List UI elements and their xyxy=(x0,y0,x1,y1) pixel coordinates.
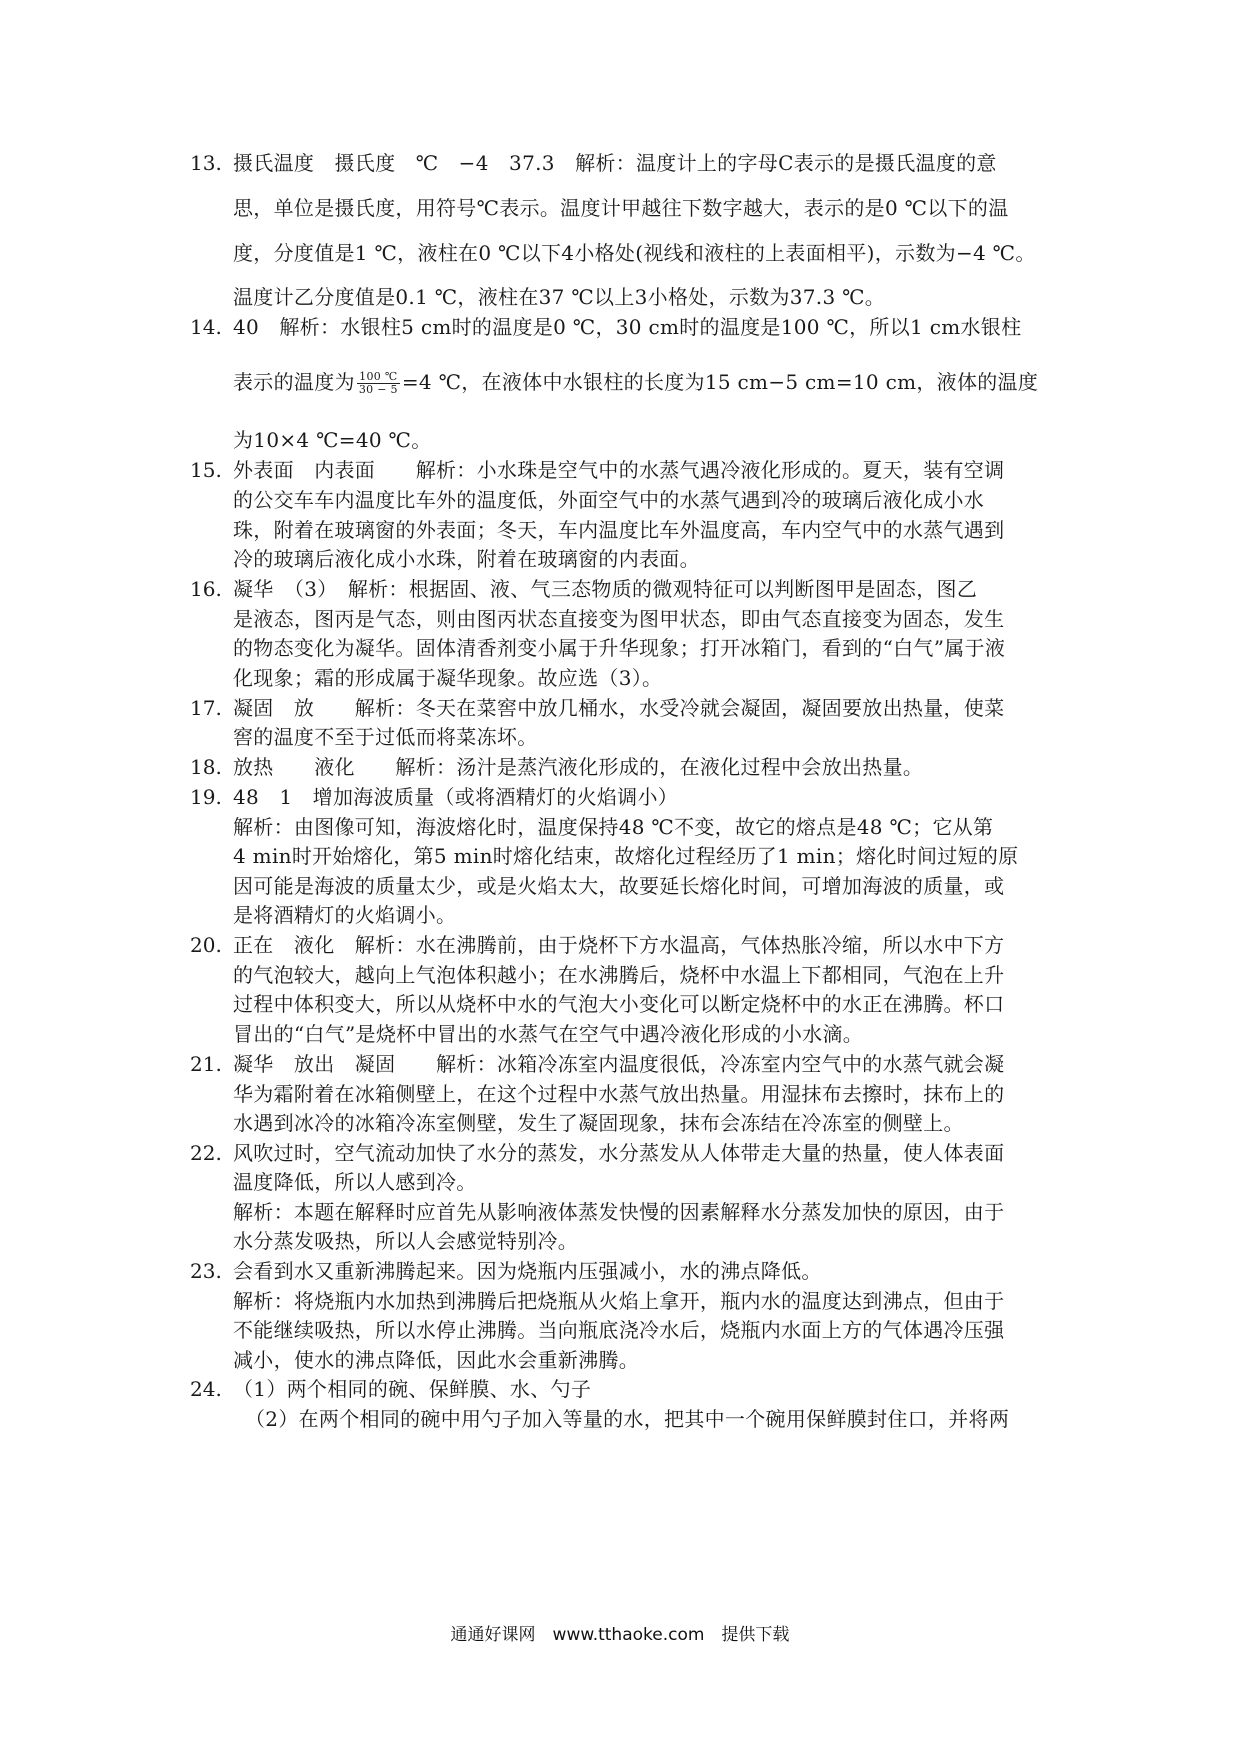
answer-line: 水分蒸发吸热，所以人会感觉特别冷。 xyxy=(233,1229,579,1253)
answer-line: 解析：由图像可知，海波熔化时，温度保持48 ℃不变，故它的熔点是48 ℃；它从第 xyxy=(233,815,994,839)
item-number: 20. xyxy=(190,933,222,957)
item-number: 23. xyxy=(190,1259,222,1283)
item-number: 15. xyxy=(190,458,222,482)
item-number: 24. xyxy=(190,1377,222,1401)
answer-line: 为10×4 ℃=40 ℃。 xyxy=(233,428,432,452)
answer-line: 凝华 放出 凝固 解析：冰箱冷冻室内温度很低，冷冻室内空气中的水蒸气就会凝 xyxy=(233,1052,1005,1076)
answer-line: 是将酒精灯的火焰调小。 xyxy=(233,903,457,927)
answer-line: 过程中体积变大，所以从烧杯中水的气泡大小变化可以断定烧杯中的水正在沸腾。杯口 xyxy=(233,992,1005,1016)
answer-line: 的公交车车内温度比车外的温度低，外面空气中的水蒸气遇到冷的玻璃后液化成小水 xyxy=(233,488,985,512)
answer-line: 解析：将烧瓶内水加热到沸腾后把烧瓶从火焰上拿开，瓶内水的温度达到沸点，但由于 xyxy=(233,1289,1005,1313)
answer-line: 度，分度值是1 ℃，液柱在0 ℃以下4小格处(视线和液柱的上表面相平)，示数为−4 ℃。 xyxy=(233,241,1036,265)
answer-line: 是液态，图丙是气态，则由图丙状态直接变为图甲状态，即由气态直接变为固态，发生 xyxy=(233,607,1005,631)
answer-line: 外表面 内表面 解析：小水珠是空气中的水蒸气遇冷液化形成的。夏天，装有空调 xyxy=(233,458,1005,482)
answer-line: 40 解析：水银柱5 cm时的温度是0 ℃，30 cm时的温度是100 ℃，所以1 cm水银柱 xyxy=(233,315,1022,339)
answer-line: 的气泡较大，越向上气泡体积越小；在水沸腾后，烧杯中水温上下都相同，气泡在上升 xyxy=(233,963,1005,987)
item-number: 14. xyxy=(190,315,222,339)
answer-line: （2）在两个相同的碗中用勺子加入等量的水，把其中一个碗用保鲜膜封住口，并将两 xyxy=(245,1407,1010,1431)
answer-line: 化现象；霜的形成属于凝华现象。故应选（3）。 xyxy=(233,666,663,690)
answer-line: 会看到水又重新沸腾起来。因为烧瓶内压强减小，水的沸点降低。 xyxy=(233,1259,822,1283)
item-number: 17. xyxy=(190,696,222,720)
fraction xyxy=(357,371,400,396)
item-number: 22. xyxy=(190,1141,222,1165)
answer-line: 不能继续吸热，所以水停止沸腾。当向瓶底浇冷水后，烧瓶内水面上方的气体遇冷压强 xyxy=(233,1318,1005,1342)
item-number: 13. xyxy=(190,151,222,175)
answer-line: 珠，附着在玻璃窗的外表面；冬天，车内温度比车外温度高，车内空气中的水蒸气遇到 xyxy=(233,518,1005,542)
answer-line: 摄氏温度 摄氏度 ℃ −4 37.3 解析：温度计上的字母C表示的是摄氏温度的意 xyxy=(233,151,997,175)
fraction-denominator: 30 − 5 xyxy=(358,383,398,396)
fraction-prefix: 表示的温度为 xyxy=(233,370,355,394)
answer-line: 窖的温度不至于过低而将菜冻坏。 xyxy=(233,725,538,749)
fraction-numerator: 100 ℃ xyxy=(357,371,400,384)
item-number: 16. xyxy=(190,577,222,601)
answer-line: 凝固 放 解析：冬天在菜窖中放几桶水，水受冷就会凝固，凝固要放出热量，使菜 xyxy=(233,696,1005,720)
answer-line: 48 1 增加海波质量（或将酒精灯的火焰调小） xyxy=(233,785,679,809)
answer-line: 4 min时开始熔化，第5 min时熔化结束，故熔化过程经历了1 min；熔化时间过短的原 xyxy=(233,844,1019,868)
answer-line: 思，单位是摄氏度，用符号℃表示。温度计甲越往下数字越大，表示的是0 ℃以下的温 xyxy=(233,196,1009,220)
answer-line: 正在 液化 解析：水在沸腾前，由于烧杯下方水温高，气体热胀冷缩，所以水中下方 xyxy=(233,933,1005,957)
answer-line: 因可能是海波的质量太少，或是火焰太大，故要延长熔化时间，可增加海波的质量，或 xyxy=(233,874,1005,898)
item-number: 21. xyxy=(190,1052,222,1076)
answer-line: 解析：本题在解释时应首先从影响液体蒸发快慢的因素解释水分蒸发加快的原因，由于 xyxy=(233,1200,1005,1224)
answer-line: 冒出的“白气”是烧杯中冒出的水蒸气在空气中遇冷液化形成的小水滴。 xyxy=(233,1022,864,1046)
answer-line: 华为霜附着在冰箱侧壁上，在这个过程中水蒸气放出热量。用湿抹布去擦时，抹布上的 xyxy=(233,1082,1005,1106)
answer-line: 温度计乙分度值是0.1 ℃，液柱在37 ℃以上3小格处，示数为37.3 ℃。 xyxy=(233,285,886,309)
answer-line: 减小，使水的沸点降低，因此水会重新沸腾。 xyxy=(233,1348,639,1372)
answer-line: 水遇到冰冷的冰箱冷冻室侧壁，发生了凝固现象，抹布会冻结在冷冻室的侧壁上。 xyxy=(233,1111,964,1135)
answer-line: 的物态变化为凝华。固体清香剂变小属于升华现象；打开冰箱门，看到的“白气”属于液 xyxy=(233,636,1006,660)
answer-line: 冷的玻璃后液化成小水珠，附着在玻璃窗的内表面。 xyxy=(233,547,700,571)
answer-line-with-fraction xyxy=(233,367,1063,397)
item-number: 18. xyxy=(190,755,222,779)
item-number: 19. xyxy=(190,785,222,809)
answer-line: 放热 液化 解析：汤汁是蒸汽液化形成的，在液化过程中会放出热量。 xyxy=(233,755,924,779)
fraction-suffix: =4 ℃，在液体中水银柱的长度为15 cm−5 cm=10 cm，液体的温度 xyxy=(401,370,1039,394)
answer-line: 风吹过时，空气流动加快了水分的蒸发，水分蒸发从人体带走大量的热量，使人体表面 xyxy=(233,1141,1005,1165)
page-footer: 通通好课网 www.tthaoke.com 提供下载 xyxy=(450,1625,790,1645)
answer-line: （1）两个相同的碗、保鲜膜、水、勺子 xyxy=(233,1377,592,1401)
answer-line: 温度降低，所以人感到冷。 xyxy=(233,1170,477,1194)
answer-line: 凝华 （3） 解析：根据固、液、气三态物质的微观特征可以判断图甲是固态，图乙 xyxy=(233,577,978,601)
